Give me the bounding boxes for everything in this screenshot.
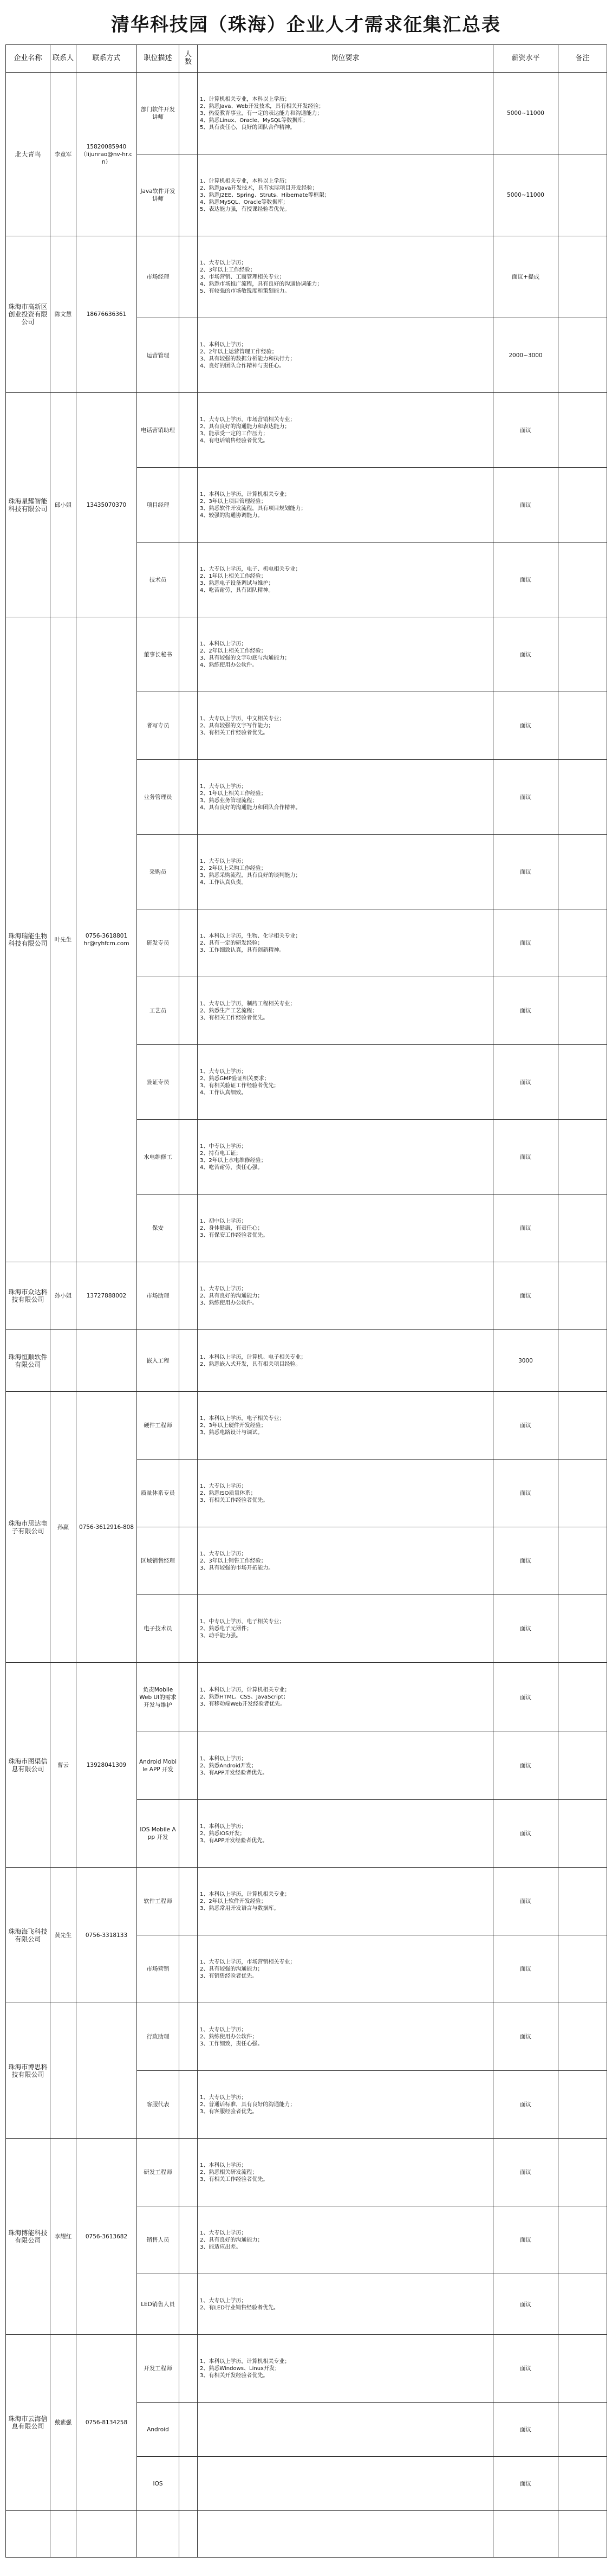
headcount <box>179 1120 198 1195</box>
position-title: 开发工程师 <box>137 2335 179 2403</box>
remark <box>558 236 607 318</box>
table-row <box>6 2139 607 2206</box>
position-title: 保安 <box>137 1195 179 1262</box>
headcount <box>179 2335 198 2403</box>
remark <box>558 543 607 617</box>
remark <box>558 2071 607 2139</box>
remark <box>558 760 607 835</box>
remark <box>558 2457 607 2511</box>
remark <box>558 977 607 1045</box>
position-requirements: 1、计算机相关专业，本科以上学历； 2、熟悉Java开发技术，具有实际项目开发经验； 3、熟悉J2EE、Spring、Struts、Hibernate等框架； 4、熟悉MySQL、Oracle等数据库； 5、表达能力强，有授课经验者优先。 <box>198 154 493 236</box>
headcount <box>179 1392 198 1460</box>
position-title: 水电维修工 <box>137 1120 179 1195</box>
contact-name: 黄先生 <box>50 1868 76 2003</box>
salary-level: 面议 <box>493 977 558 1045</box>
contact-name <box>50 2511 76 2558</box>
contact-phone: 15820085940 （lijunrao@nv-hr.cn） <box>76 73 137 236</box>
position-requirements: 1、本科以上学历； 2、熟悉IOS开发； 3、有APP开发经验者优先。 <box>198 1800 493 1868</box>
headcount <box>179 1732 198 1800</box>
header-row <box>6 45 607 73</box>
table-row <box>6 73 607 154</box>
position-title: 项目经理 <box>137 468 179 543</box>
contact-phone <box>76 2511 137 2558</box>
position-title: 负责Mobile Web UI的需求开发与维护 <box>137 1663 179 1732</box>
table-row <box>6 393 607 468</box>
headcount <box>179 393 198 468</box>
table-body <box>6 73 607 2558</box>
position-title: Java软件开发讲师 <box>137 154 179 236</box>
contact-name <box>50 2003 76 2139</box>
header-phone: 联系方式 <box>76 45 137 73</box>
position-title: 质量体系专员 <box>137 1460 179 1527</box>
remark <box>558 1330 607 1392</box>
remark <box>558 1045 607 1120</box>
position-requirements: 1、本科以上学历，计算机相关专业； 2、熟悉Windows、Linux开发； 3、有相关开发经验者优先。 <box>198 2335 493 2403</box>
remark <box>558 468 607 543</box>
salary-level: 面议+提成 <box>493 236 558 318</box>
contact-name: 叶先生 <box>50 617 76 1262</box>
header-count: 人数 <box>179 45 198 73</box>
table-row <box>6 1868 607 1935</box>
remark <box>558 692 607 760</box>
position-title: 区域销售经理 <box>137 1527 179 1595</box>
contact-phone: 0756-3613682 <box>76 2139 137 2335</box>
position-title: 销售人员 <box>137 2206 179 2274</box>
position-requirements: 1、大专以上学历； 2、具有良好的沟通能力； 3、能适应出差。 <box>198 2206 493 2274</box>
position-requirements: 1、大专以上学历； 2、熟悉ISO质量体系； 3、有相关工作经验者优先。 <box>198 1460 493 1527</box>
salary-level <box>493 2511 558 2558</box>
headcount <box>179 1868 198 1935</box>
headcount <box>179 617 198 692</box>
remark <box>558 1195 607 1262</box>
remark <box>558 1262 607 1330</box>
headcount <box>179 2403 198 2457</box>
company-name: 珠海市博思科技有限公司 <box>6 2003 50 2139</box>
header-contact: 联系人 <box>50 45 76 73</box>
company-name: 珠海星耀智能科技有限公司 <box>6 393 50 617</box>
headcount <box>179 977 198 1045</box>
contact-phone: 13928041309 <box>76 1663 137 1868</box>
table-row <box>6 2335 607 2403</box>
salary-level: 面议 <box>493 1800 558 1868</box>
salary-level: 面议 <box>493 835 558 909</box>
headcount <box>179 1595 198 1663</box>
salary-level: 面议 <box>493 1935 558 2003</box>
remark <box>558 2139 607 2206</box>
position-title: Android Mobile APP 开发 <box>137 1732 179 1800</box>
headcount <box>179 154 198 236</box>
position-requirements: 1、本科以上学历，计算机、电子相关专业； 2、熟悉嵌入式开发，具有相关项目经验。 <box>198 1330 493 1392</box>
salary-level: 5000~11000 <box>493 73 558 154</box>
position-requirements: 1、本科以上学历； 2、熟悉Android开发； 3、有APP开发经验者优先。 <box>198 1732 493 1800</box>
table-row <box>6 1663 607 1732</box>
position-requirements: 1、本科以上学历，计算机相关专业； 2、熟悉HTML、CSS、JavaScript； 3、有移动端Web开发经验者优先。 <box>198 1663 493 1732</box>
position-requirements <box>198 2457 493 2511</box>
header-salary: 薪资水平 <box>493 45 558 73</box>
position-requirements: 1、本科以上学历，计算机相关专业； 2、2年以上软件开发经验； 3、熟悉常用开发语言与数据库。 <box>198 1868 493 1935</box>
position-requirements: 1、计算机相关专业，本科以上学历； 2、熟悉Java、Web开发技术，具有相关开发经验； 3、热爱教育事业，有一定的表达能力和沟通能力； 4、熟悉Linux、Oracle、MySQL等数据库； 5、具有责任心，良好的团队合作精神。 <box>198 73 493 154</box>
salary-level: 面议 <box>493 760 558 835</box>
position-requirements: 1、大专以上学历； 2、2年以上采购工作经验； 3、熟悉采购流程，具有良好的谈判能力； 4、工作认真负责。 <box>198 835 493 909</box>
salary-level: 面议 <box>493 1663 558 1732</box>
headcount <box>179 1330 198 1392</box>
position-title: Android <box>137 2403 179 2457</box>
headcount <box>179 2457 198 2511</box>
headcount <box>179 318 198 393</box>
salary-level: 面议 <box>493 1262 558 1330</box>
headcount <box>179 1045 198 1120</box>
position-title <box>137 2511 179 2558</box>
headcount <box>179 2003 198 2071</box>
position-requirements: 1、大专以上学历； 2、1年以上相关工作经验； 3、熟悉业务管理流程； 4、具有良好的沟通能力和团队合作精神。 <box>198 760 493 835</box>
position-requirements: 1、初中以上学历； 2、身体健康，有责任心； 3、有保安工作经验者优先。 <box>198 1195 493 1262</box>
salary-level: 面议 <box>493 909 558 977</box>
position-requirements: 1、大专以上学历； 2、熟悉GMP验证相关要求； 3、有相关验证工作经验者优先； 4、工作认真细致。 <box>198 1045 493 1120</box>
header-remark: 备注 <box>558 45 607 73</box>
position-title: 软件工程师 <box>137 1868 179 1935</box>
position-title: 市场营销 <box>137 1935 179 2003</box>
salary-level: 面议 <box>493 2206 558 2274</box>
position-requirements: 1、大专以上学历，市场营销相关专业； 2、具有良好的沟通能力和表达能力； 3、能承受一定的工作压力； 4、有电话销售经验者优先。 <box>198 393 493 468</box>
salary-level: 面议 <box>493 2274 558 2335</box>
remark <box>558 2403 607 2457</box>
headcount <box>179 1800 198 1868</box>
table-row <box>6 1262 607 1330</box>
company-name: 珠海市图渠信息有限公司 <box>6 1663 50 1868</box>
salary-level: 面议 <box>493 2403 558 2457</box>
headcount <box>179 1262 198 1330</box>
headcount <box>179 2274 198 2335</box>
contact-phone: 0756-3318133 <box>76 1868 137 2003</box>
remark <box>558 1527 607 1595</box>
position-title: 技术员 <box>137 543 179 617</box>
salary-level: 面议 <box>493 692 558 760</box>
company-name: 珠海博能科技有限公司 <box>6 2139 50 2335</box>
contact-phone: 0756-3612916-808 <box>76 1392 137 1663</box>
contact-name <box>50 1330 76 1392</box>
salary-level: 面议 <box>493 393 558 468</box>
contact-phone: 18676636361 <box>76 236 137 393</box>
position-requirements <box>198 2511 493 2558</box>
salary-level: 面议 <box>493 1460 558 1527</box>
table-row <box>6 236 607 318</box>
salary-level: 面议 <box>493 1527 558 1595</box>
contact-name: 孙小姐 <box>50 1262 76 1330</box>
remark <box>558 2335 607 2403</box>
position-requirements: 1、大专以上学历； 2、有LED行业销售经验者优先。 <box>198 2274 493 2335</box>
headcount <box>179 236 198 318</box>
company-name: 珠海海飞科技有限公司 <box>6 1868 50 2003</box>
salary-level: 面议 <box>493 2335 558 2403</box>
contact-name: 李耀红 <box>50 2139 76 2335</box>
salary-level: 3000 <box>493 1330 558 1392</box>
salary-level: 面议 <box>493 1868 558 1935</box>
table-row <box>6 2003 607 2071</box>
salary-level: 面议 <box>493 1045 558 1120</box>
headcount <box>179 2206 198 2274</box>
position-title: 市场助理 <box>137 1262 179 1330</box>
position-requirements: 1、大专以上学历； 2、3年以上工作经验； 3、市场营销、工商管理相关专业； 4、熟悉市场推广流程，具有良好的沟通协调能力； 5、有较强的市场敏锐度和策划能力。 <box>198 236 493 318</box>
remark <box>558 1732 607 1800</box>
table-row <box>6 1392 607 1460</box>
salary-level: 面议 <box>493 1732 558 1800</box>
salary-level: 2000~3000 <box>493 318 558 393</box>
contact-phone: 0756-3618801 hr@ryhfcm.com <box>76 617 137 1262</box>
headcount <box>179 760 198 835</box>
remark <box>558 2003 607 2071</box>
contact-phone: 0756-8134258 <box>76 2335 137 2511</box>
remark <box>558 1595 607 1663</box>
company-name: 珠海市高新区创业投资有限公司 <box>6 236 50 393</box>
position-requirements: 1、本科以上学历； 2、熟悉相关研发流程； 3、有相关工作经验者优先。 <box>198 2139 493 2206</box>
header-requirements: 岗位要求 <box>198 45 493 73</box>
company-name: 珠海瑞能生物科技有限公司 <box>6 617 50 1262</box>
position-requirements <box>198 2403 493 2457</box>
headcount <box>179 692 198 760</box>
headcount <box>179 1195 198 1262</box>
contact-phone <box>76 1330 137 1392</box>
position-requirements: 1、大专以上学历； 2、熟练使用办公软件； 3、工作细致，责任心强。 <box>198 2003 493 2071</box>
position-title: 者写专员 <box>137 692 179 760</box>
remark <box>558 2274 607 2335</box>
headcount <box>179 2071 198 2139</box>
position-requirements: 1、本科以上学历； 2、2年以上相关工作经验； 3、具有较强的文字功底与沟通能力； 4、熟练使用办公软件。 <box>198 617 493 692</box>
salary-level: 面议 <box>493 2457 558 2511</box>
position-requirements: 1、大专以上学历，制药工程相关专业； 2、熟悉生产工艺流程； 3、有相关工作经验者优先。 <box>198 977 493 1045</box>
remark <box>558 1663 607 1732</box>
remark <box>558 2511 607 2558</box>
position-title: IOS Mobile App 开发 <box>137 1800 179 1868</box>
contact-name: 邱小姐 <box>50 393 76 617</box>
salary-level: 面议 <box>493 1120 558 1195</box>
remark <box>558 1868 607 1935</box>
contact-phone: 13435070370 <box>76 393 137 617</box>
remark <box>558 1800 607 1868</box>
company-name <box>6 2511 50 2558</box>
position-title: 采购员 <box>137 835 179 909</box>
headcount <box>179 2139 198 2206</box>
contact-name: 李童军 <box>50 73 76 236</box>
company-name: 北大青鸟 <box>6 73 50 236</box>
salary-level: 面议 <box>493 617 558 692</box>
position-title: 客服代表 <box>137 2071 179 2139</box>
remark <box>558 154 607 236</box>
headcount <box>179 73 198 154</box>
table-row <box>6 1330 607 1392</box>
headcount <box>179 468 198 543</box>
position-title: LED销售人员 <box>137 2274 179 2335</box>
headcount <box>179 1460 198 1527</box>
remark <box>558 1392 607 1460</box>
remark <box>558 909 607 977</box>
salary-level: 面议 <box>493 2003 558 2071</box>
headcount <box>179 1527 198 1595</box>
contact-name: 孙赢 <box>50 1392 76 1663</box>
header-company: 企业名称 <box>6 45 50 73</box>
position-requirements: 1、中专以上学历，电子相关专业； 2、熟悉电子元器件； 3、动手能力强。 <box>198 1595 493 1663</box>
position-title: 部门软件开发讲师 <box>137 73 179 154</box>
table-row <box>6 617 607 692</box>
page-title: 清华科技园（珠海）企业人才需求征集汇总表 <box>111 14 501 36</box>
headcount <box>179 1935 198 2003</box>
company-name: 珠海市众达科技有限公司 <box>6 1262 50 1330</box>
headcount <box>179 909 198 977</box>
headcount <box>179 543 198 617</box>
header-position: 职位描述 <box>137 45 179 73</box>
position-requirements: 1、本科以上学历，计算机相关专业； 2、3年以上项目管理经验； 3、熟悉软件开发流程，具有项目规划能力； 4、较强的沟通协调能力。 <box>198 468 493 543</box>
position-requirements: 1、大专以上学历，市场营销相关专业； 2、具有较强的沟通能力； 3、有销售经验者优先。 <box>198 1935 493 2003</box>
salary-level: 5000~11000 <box>493 154 558 236</box>
salary-level: 面议 <box>493 1392 558 1460</box>
remark <box>558 73 607 154</box>
position-title: 电话营销助理 <box>137 393 179 468</box>
position-requirements: 1、大专以上学历； 2、普通话标准，具有良好的沟通能力； 3、有客服经验者优先。 <box>198 2071 493 2139</box>
headcount <box>179 1663 198 1732</box>
salary-level: 面议 <box>493 468 558 543</box>
salary-level: 面议 <box>493 543 558 617</box>
remark <box>558 835 607 909</box>
position-title: 董事长秘书 <box>137 617 179 692</box>
position-title: IOS <box>137 2457 179 2511</box>
position-requirements: 1、本科以上学历，生物、化学相关专业； 2、具有一定的研发经验； 3、工作细致认真，具有创新精神。 <box>198 909 493 977</box>
salary-level: 面议 <box>493 2071 558 2139</box>
position-title: 工艺员 <box>137 977 179 1045</box>
position-title: 业务管理员 <box>137 760 179 835</box>
remark <box>558 318 607 393</box>
remark <box>558 2206 607 2274</box>
contact-name: 陈文慧 <box>50 236 76 393</box>
salary-level: 面议 <box>493 1195 558 1262</box>
position-requirements: 1、大专以上学历； 2、3年以上销售工作经验； 3、具有较强的市场开拓能力。 <box>198 1527 493 1595</box>
salary-level: 面议 <box>493 2139 558 2206</box>
salary-level: 面议 <box>493 1595 558 1663</box>
position-title: 验证专员 <box>137 1045 179 1120</box>
company-name: 珠海恒顺软件有限公司 <box>6 1330 50 1392</box>
position-requirements: 1、本科以上学历，电子相关专业； 2、3年以上硬件开发经验； 3、熟悉电路设计与调试。 <box>198 1392 493 1460</box>
position-title: 研发工程师 <box>137 2139 179 2206</box>
position-requirements: 1、本科以上学历； 2、2年以上运营管理工作经验； 3、具有较强的数据分析能力和执行力； 4、良好的团队合作精神与责任心。 <box>198 318 493 393</box>
company-name: 珠海市思达电子有限公司 <box>6 1392 50 1663</box>
position-requirements: 1、大专以上学历，电子、机电相关专业； 2、1年以上相关工作经验； 3、熟悉电子设备调试与维护； 4、吃苦耐劳，具有团队精神。 <box>198 543 493 617</box>
headcount <box>179 2511 198 2558</box>
position-requirements: 1、中专以上学历； 2、持有电工证； 3、2年以上水电维修经验； 4、吃苦耐劳，责任心强。 <box>198 1120 493 1195</box>
position-title: 市场经理 <box>137 236 179 318</box>
position-title: 研发专员 <box>137 909 179 977</box>
contact-name: 戴紫强 <box>50 2335 76 2511</box>
position-requirements: 1、大专以上学历，中文相关专业； 2、具有较强的文字写作能力； 3、有相关工作经验者优先。 <box>198 692 493 760</box>
remark <box>558 1935 607 2003</box>
recruitment-table <box>5 44 607 2558</box>
position-title: 行政助理 <box>137 2003 179 2071</box>
remark <box>558 617 607 692</box>
contact-name: 曹云 <box>50 1663 76 1868</box>
company-name: 珠海市云海信息有限公司 <box>6 2335 50 2511</box>
position-title: 嵌入工程 <box>137 1330 179 1392</box>
remark <box>558 1460 607 1527</box>
position-title: 电子技术员 <box>137 1595 179 1663</box>
position-title: 硬件工程师 <box>137 1392 179 1460</box>
table-row <box>6 2511 607 2558</box>
remark <box>558 393 607 468</box>
contact-phone <box>76 2003 137 2139</box>
contact-phone: 13727888002 <box>76 1262 137 1330</box>
position-requirements: 1、大专以上学历； 2、具有良好的沟通能力； 3、熟练使用办公软件。 <box>198 1262 493 1330</box>
headcount <box>179 835 198 909</box>
position-title: 运营管理 <box>137 318 179 393</box>
remark <box>558 1120 607 1195</box>
